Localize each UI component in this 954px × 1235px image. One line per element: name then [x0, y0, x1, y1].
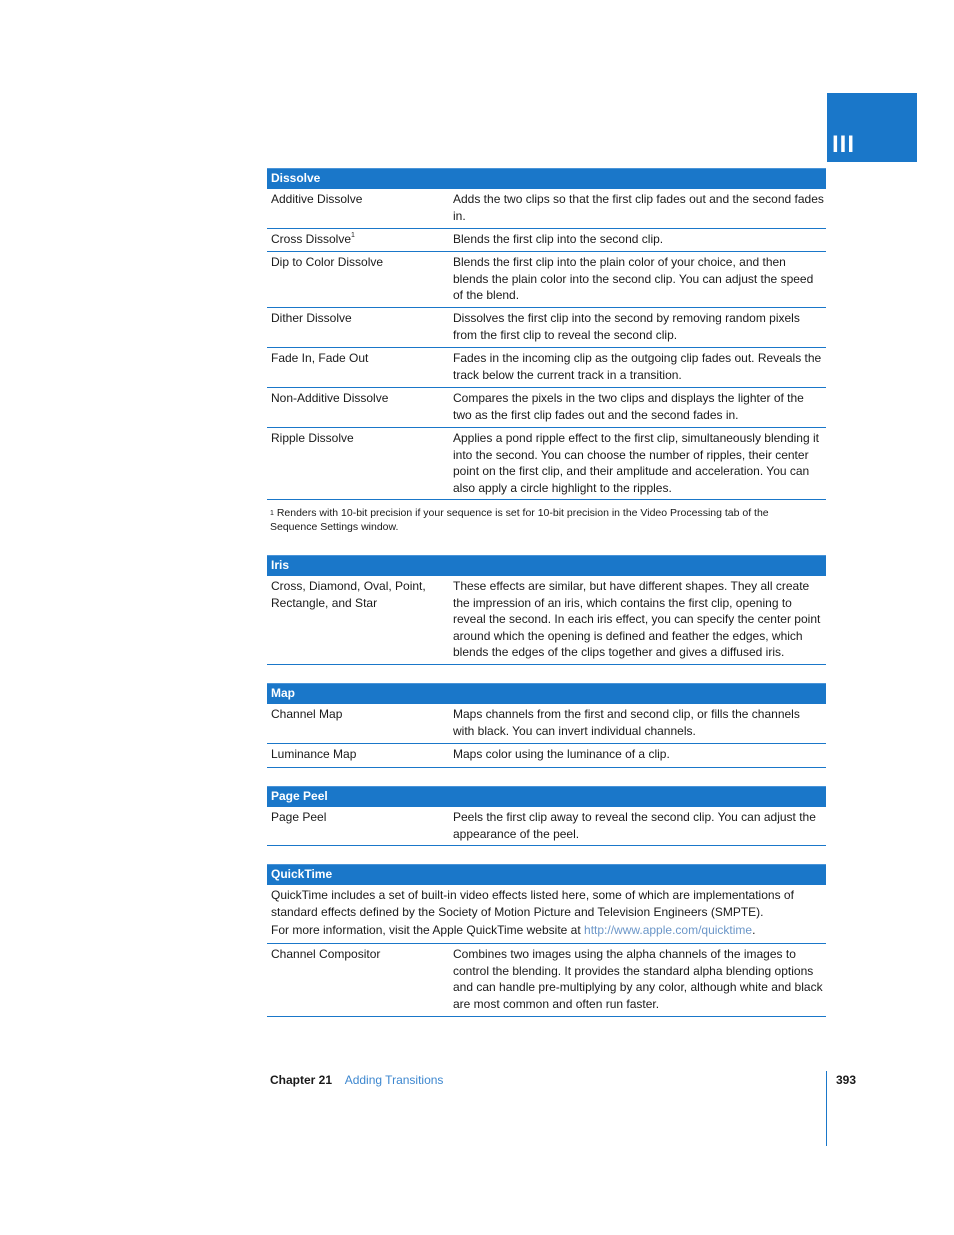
page-peel-table: [267, 786, 826, 846]
table-row: [267, 704, 826, 744]
dissolve-table: [267, 168, 826, 500]
part-number: III: [832, 131, 856, 158]
effect-name: Cross, Diamond, Oval, Point, Rectangle, and Star: [271, 579, 426, 610]
table-row: [267, 189, 826, 229]
effect-name: Additive Dissolve: [271, 192, 363, 206]
effect-description: Peels the first clip away to reveal the second clip. You can adjust the appearance of the peel.: [453, 810, 816, 841]
table-row: [267, 576, 826, 665]
effect-name: Dip to Color Dissolve: [271, 255, 384, 269]
map-table: [267, 683, 826, 768]
table-row: [267, 807, 826, 846]
chapter-title: Adding Transitions: [344, 1073, 444, 1087]
effect-description: Compares the pixels in the two clips and displays the lighter of the two as the first clip fades out and the second fades in.: [453, 391, 804, 422]
page-footer: [270, 1072, 443, 1088]
more-info-period: .: [752, 923, 756, 937]
footnote-text: Renders with 10-bit precision if your sequence is set for 10-bit precision in the Video Processing tab of the Sequence Settings window.: [270, 507, 769, 533]
chapter-label: Chapter 21: [270, 1073, 333, 1087]
effect-name: Channel Map: [271, 707, 343, 721]
effect-name: Luminance Map: [271, 747, 357, 761]
effect-description: Applies a pond ripple effect to the first clip, simultaneously blending it into the second. You can choose the number of ripples, their center point on the first clip, and their amplitude and acceleration. You can also apply a circle highlight to the ripples.: [453, 431, 819, 495]
effect-description: Maps color using the luminance of a clip.: [453, 747, 670, 761]
table-header: Map: [267, 683, 826, 704]
table-row: [267, 252, 826, 308]
table-header: Dissolve: [267, 168, 826, 189]
part-tab: [827, 93, 917, 162]
footnote: [270, 507, 810, 534]
effect-name: Ripple Dissolve: [271, 431, 354, 445]
footer-divider: [826, 1071, 827, 1146]
more-info-text: For more information, visit the Apple QuickTime website at: [271, 923, 585, 937]
effect-name: Page Peel: [271, 810, 327, 824]
table-row: [267, 744, 826, 768]
table-header: Page Peel: [267, 786, 826, 807]
table-header: Iris: [267, 555, 826, 576]
effect-description: Maps channels from the first and second clip, or fills the channels with black. You can invert individual channels.: [453, 707, 800, 738]
effect-description: Dissolves the first clip into the second by removing random pixels from the first clip to reveal the second clip.: [453, 311, 800, 342]
page-number: 393: [836, 1073, 857, 1087]
effect-description: These effects are similar, but have different shapes. They all create the impression of an iris, which contains the first clip, opening to reveal the second. In each iris effect, you can specify the center point around which the opening is defined and feather the edges, which blends the edges of the clips together and gives a diffused iris.: [453, 579, 821, 659]
effect-name: Fade In, Fade Out: [271, 351, 369, 365]
effect-name: [267, 229, 453, 251]
footnote-number: 1: [270, 510, 274, 517]
effect-description: Combines two images using the alpha channels of the images to control the blending. It provides the standard alpha blending options and can handle pre-multiplying by any color, although white and black are most common and often run faster.: [453, 947, 823, 1011]
effect-name: Dither Dissolve: [271, 311, 352, 325]
table-row: [267, 348, 826, 388]
quicktime-website-link[interactable]: http://www.apple.com/quicktime: [584, 923, 753, 937]
table-row: [267, 428, 826, 500]
effect-description: Fades in the incoming clip as the outgoing clip fades out. Reveals the track below the current track in a transition.: [453, 351, 822, 382]
iris-table: [267, 555, 826, 665]
effect-description: Adds the two clips so that the first clip fades out and the second fades in.: [453, 192, 824, 223]
more-info: [271, 922, 822, 939]
quicktime-intro: [267, 885, 826, 944]
effect-description: Blends the first clip into the plain color of your choice, and then blends the plain color into the second clip. You can adjust the speed of the blend.: [453, 255, 814, 302]
table-row: [267, 229, 826, 252]
table-row: [267, 308, 826, 348]
effect-name: Non-Additive Dissolve: [271, 391, 389, 405]
quicktime-table: [267, 864, 826, 1017]
effect-description: Blends the first clip into the second clip.: [453, 232, 664, 246]
effect-name: Channel Compositor: [271, 947, 381, 961]
table-row: [267, 944, 826, 1017]
table-header: QuickTime: [267, 864, 826, 885]
table-row: [267, 388, 826, 428]
effect-name-text: Cross Dissolve: [271, 232, 352, 246]
footnote-marker: 1: [351, 232, 355, 239]
intro-text: QuickTime includes a set of built-in video effects listed here, some of which are implementations of standard effects defined by the Society of Motion Picture and Television Engineers (SMPTE).: [271, 888, 794, 919]
